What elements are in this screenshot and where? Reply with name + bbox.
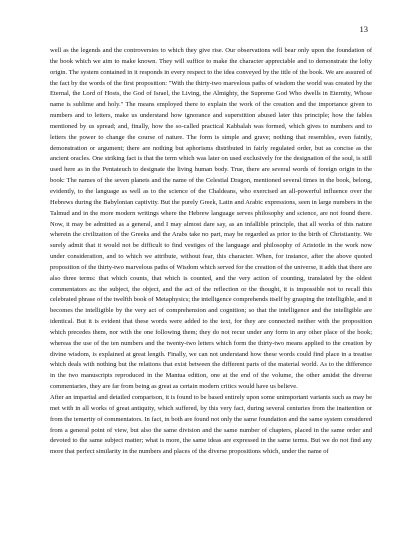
paragraph-2: After an impartial and detailed comparison, it is found to be based entirely upon some unimportant variants such as may be met with in all works of great antiquity, which suffered, by this very fact, during several centuries from the inattention or from the temerity of commentators. In fact, in both are found not only the same foundation and the same system considered from a general point of view, but also the same division and the same number of chapters, placed in the same order and devoted to the same subject matter; what is more, the same ideas are expressed in the same terms. But we do not find any more that perfect similarity in the numbers and places of the diverse propositions which, under the name of [50,394,372,456]
page-number: 13 [359,24,368,34]
paragraph-1: well as the legends and the controversies to which they give rise. Our observations will bear only upon the foundation of the book which we aim to make known. They will suffice to make the character appreciable and to demonstrate the lofty origin. The system contained in it responds in every respect to the idea conveyed by the title of the book. We are assured of the fact by the words of the first proposition: "With the thirty-two marvelous paths of wisdom the world was created by the Eternal, the Lord of Hosts, the God of Israel, the Living, the Almighty, the Supreme God Who dwells in Eternity, Whose name is sublime and holy." The means employed there to explain the work of the creation and the importance given to numbers and to letters, make us understand how ignorance and superstition abused later this principle; how the fables mentioned by us spread; and, finally, how the so-called practical Kabbalah was formed, which gives to numbers and to letters the power to change the course of nature. The form is simple and grave; nothing that resembles, even faintly, demonstration or argument; there are nothing but aphorisms distributed in fairly regulated order, but as concise as the ancient oracles. One striking fact is that the term which was later on used exclusively for the designation of the soul, is still used here as in the Pentateuch to designate the living human body. True, there are several words of foreign origin in the book: The names of the seven planets and the name of the Celestial Dragon, mentioned several times in the book, belong, evidently, to the language as well as to the science of the Chaldeans, who exercised an all-powerful influence over the Hebrews during the Babylonian captivity. But the purely Greek, Latin and Arabic expressions, seen in large numbers in the Talmud and in the more modern writings where the Hebrew language serves philosophy and science, are not found there. Now, it may be admitted as a general, and I may almost dare say, as an infallible principle, that all works of this nature wherein the civilization of the Greeks and the Arabs take no part, may be regarded as prior to the birth of Christianity. We surely admit that it would not be difficult to find vestiges of the language and philosophy of Aristotle in the work now under consideration, and to which we attribute, without fear, this character. When, for instance, after the above quoted proposition of the thirty-two marvelous paths of Wisdom which served for the creation of the universe, it adds that there are also three terms: that which counts, that which is counted, and the very action of counting, translated by the oldest commentators as: the subject, the object, and the act of the reflection or the thought, it is impossible not to recall this celebrated phrase of the twelfth book of Metaphysics; the intelligence comprehends itself by grasping the intelligible, and it becomes the intelligible by the very act of comprehension and cognition; so that the intelligence and the intelligible are identical. But it is evident that these words were added to the text, for they are connected neither with the proposition which precedes them, nor with the one following them; they do not recur under any form in any other place of the book; whereas the use of the ten numbers and the twenty-two letters which form the thirty-two means applied to the creation by divine wisdom, is explained at great length. Finally, we can not understand how these words could find place in a treatise which deals with nothing but the relations that exist between the different parts of the material world. As to the difference in the two manuscripts reproduced in the Mantua edition, one at the end of the volume, the other amidst the diverse commentaries, they are far from being as great as certain modern critics would have us believe. [50,47,372,391]
body-text [50,46,372,458]
